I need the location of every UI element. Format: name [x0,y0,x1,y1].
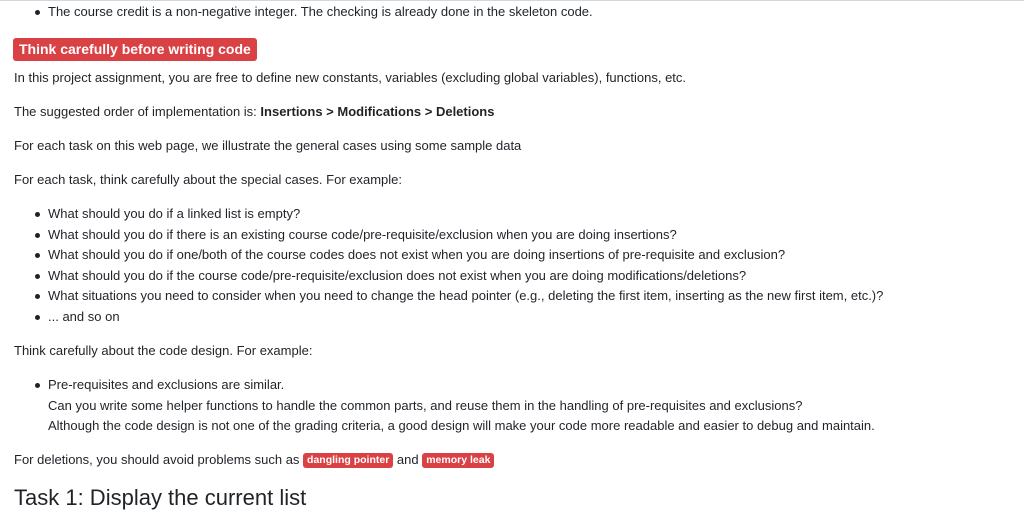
list-item: What should you do if a linked list is empty? [0,204,883,225]
list-item: What should you do if there is an existing course code/pre-requisite/exclusion when you are doing insertions? [0,225,883,246]
design-list [0,375,875,437]
special-cases-list [0,204,883,327]
design-intro: Think carefully about the code design. For example: [14,343,313,358]
memory-leak-tag: memory leak [422,453,494,468]
top-divider [0,0,1024,1]
design-line-3: Although the code design is not one of the grading criteria, a good design will make your code more readable and easier to debug and maintain. [48,418,875,433]
sample-note: For each task on this web page, we illustrate the general cases using some sample data [14,138,522,153]
list-item: What should you do if the course code/pre-requisite/exclusion does not exist when you are doing modifications/deletions? [0,266,883,287]
list-item: ... and so on [0,307,883,328]
section-label: Think carefully before writing code [13,38,257,61]
order-sequence: Insertions > Modifications > Deletions [260,104,495,119]
deletions-prefix: For deletions, you should avoid problems such as [14,452,304,467]
list-item: What situations you need to consider when you need to change the head pointer (e.g., deleting the first item, inserting as the new first item, etc.)? [0,286,883,307]
deletions-paragraph [14,452,494,468]
design-line-1: Pre-requisites and exclusions are similar. [48,377,285,392]
task-heading: Task 1: Display the current list [14,485,307,510]
list-item: What should you do if one/both of the course codes does not exist when you are doing insertions of pre-requisite and exclusion? [0,245,883,266]
order-prefix: The suggested order of implementation is: [14,104,261,119]
top-bullet-list [0,2,593,23]
list-item: The course credit is a non-negative integer. The checking is already done in the skeleton code. [0,2,593,23]
special-cases-intro: For each task, think carefully about the special cases. For example: [14,172,403,187]
deletions-middle: and [393,452,423,467]
design-line-2: Can you write some helper functions to handle the common parts, and reuse them in the handling of pre-requisites and exclusions? [48,397,803,413]
list-item [0,375,875,437]
intro-paragraph: In this project assignment, you are free to define new constants, variables (excluding global variables), functions, etc. [14,70,687,85]
dangling-pointer-tag: dangling pointer [303,453,393,468]
order-paragraph [14,104,494,119]
